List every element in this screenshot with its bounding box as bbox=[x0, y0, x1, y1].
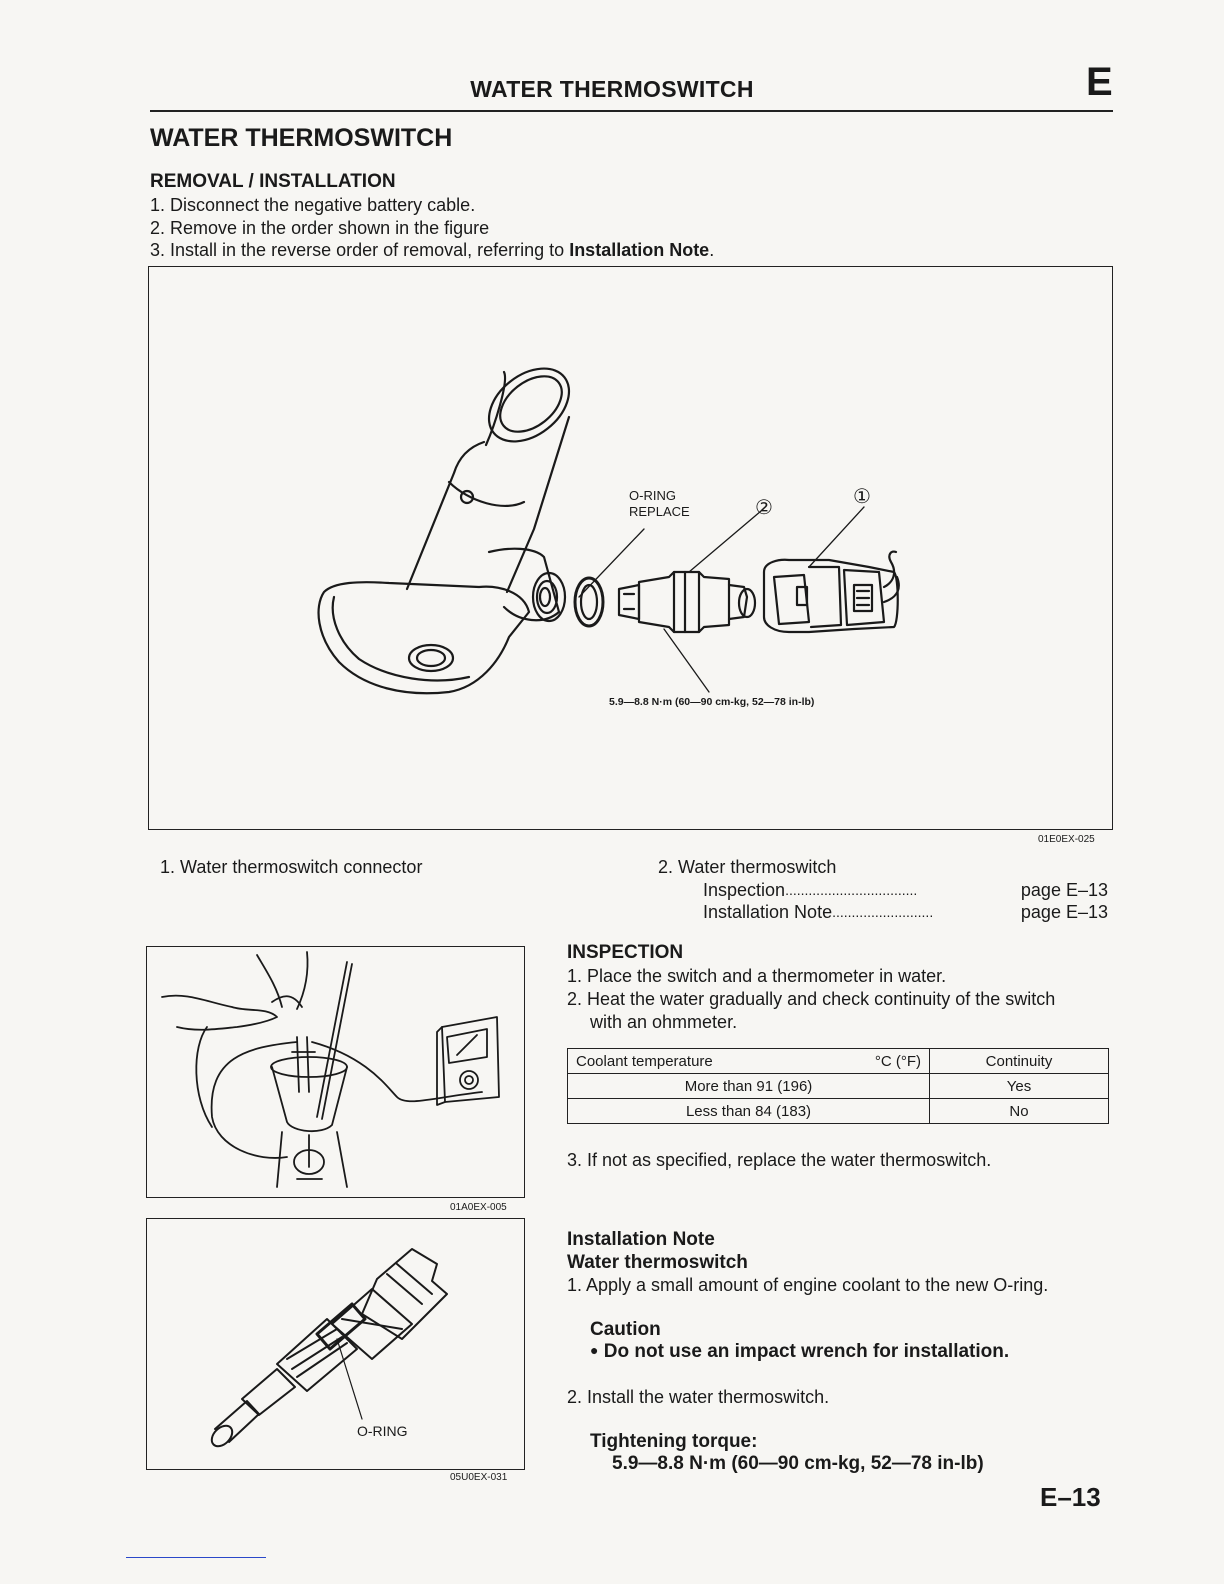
continuity-spec-table bbox=[567, 1048, 1109, 1124]
header-title: WATER THERMOSWITCH bbox=[470, 76, 754, 102]
part-2-label: 2. Water thermoswitch bbox=[658, 857, 837, 877]
figure-torque-label: 5.9—8.8 N·m (60—90 cm-kg, 52—78 in-lb) bbox=[609, 696, 815, 708]
page-number: E–13 bbox=[1040, 1482, 1101, 1512]
header-rule bbox=[150, 110, 1113, 112]
exploded-view-figure bbox=[148, 266, 1113, 830]
table-row bbox=[568, 1074, 1109, 1099]
removal-heading: REMOVAL / INSTALLATION bbox=[150, 171, 396, 192]
footer-rule bbox=[126, 1557, 266, 1558]
installation-note-subheading: Water thermoswitch bbox=[567, 1252, 748, 1273]
figure2-code: 01A0EX-005 bbox=[450, 1202, 507, 1213]
col-header-continuity: Continuity bbox=[930, 1049, 1109, 1074]
temp-cell: More than 91 (196) bbox=[568, 1074, 930, 1099]
oring-replace-label-line2: REPLACE bbox=[629, 504, 690, 519]
installation-note-ref: Installation Note bbox=[569, 240, 710, 260]
inspection-step-1: 1. Place the switch and a thermometer in water. bbox=[567, 966, 947, 986]
continuity-cell: No bbox=[930, 1099, 1109, 1124]
removal-step-2: 2. Remove in the order shown in the figure bbox=[150, 218, 490, 238]
ref-inspection: Inspection .................................. page E–13 bbox=[703, 880, 1108, 900]
caution-item: ● Do not use an impact wrench for installation. bbox=[590, 1341, 1010, 1362]
thermoswitch-oring-figure bbox=[146, 1218, 525, 1470]
installation-note-heading: Installation Note bbox=[567, 1229, 715, 1250]
inspection-setup-figure bbox=[146, 946, 525, 1198]
callout-1: ① bbox=[853, 484, 871, 508]
table-row bbox=[568, 1099, 1109, 1124]
page-title: WATER THERMOSWITCH bbox=[150, 124, 453, 152]
thermoswitch-detail-illustration bbox=[147, 1219, 524, 1469]
thermoswitch-exploded-illustration bbox=[149, 267, 1112, 829]
inspection-step-2: 2. Heat the water gradually and check continuity of the switch bbox=[567, 989, 1056, 1009]
col-header-unit: °C (°F) bbox=[874, 1052, 921, 1070]
bullet-icon: ● bbox=[590, 1342, 599, 1358]
table-header-row bbox=[568, 1049, 1109, 1074]
torque-value: 5.9—8.8 N·m (60—90 cm-kg, 52—78 in-lb) bbox=[612, 1453, 984, 1474]
oring-label: O-RING bbox=[357, 1423, 408, 1439]
oring-replace-label-line1: O-RING bbox=[629, 488, 676, 503]
removal-step-3: 3. Install in the reverse order of removal, referring to Installation Note. bbox=[150, 240, 715, 260]
inspection-step-2-cont: with an ohmmeter. bbox=[590, 1012, 738, 1032]
ohmmeter-test-illustration bbox=[147, 947, 524, 1197]
continuity-cell: Yes bbox=[930, 1074, 1109, 1099]
caution-title: Caution bbox=[590, 1319, 661, 1340]
install-step-1: 1. Apply a small amount of engine coolant to the new O-ring. bbox=[567, 1275, 1049, 1295]
install-step-2: 2. Install the water thermoswitch. bbox=[567, 1387, 830, 1407]
removal-step-1: 1. Disconnect the negative battery cable. bbox=[150, 195, 476, 215]
inspection-heading: INSPECTION bbox=[567, 942, 684, 963]
torque-title: Tightening torque: bbox=[590, 1431, 758, 1452]
figure1-code: 01E0EX-025 bbox=[1038, 834, 1095, 845]
section-letter: E bbox=[1086, 60, 1113, 104]
part-1-label: 1. Water thermoswitch connector bbox=[160, 857, 423, 877]
temp-cell: Less than 84 (183) bbox=[568, 1099, 930, 1124]
col-header-temperature: Coolant temperature bbox=[576, 1052, 713, 1070]
figure3-code: 05U0EX-031 bbox=[450, 1472, 508, 1483]
ref-installation-note: Installation Note .......................... page E–13 bbox=[703, 902, 1108, 922]
callout-2: ② bbox=[755, 495, 773, 519]
inspection-step-3: 3. If not as specified, replace the water thermoswitch. bbox=[567, 1150, 992, 1170]
